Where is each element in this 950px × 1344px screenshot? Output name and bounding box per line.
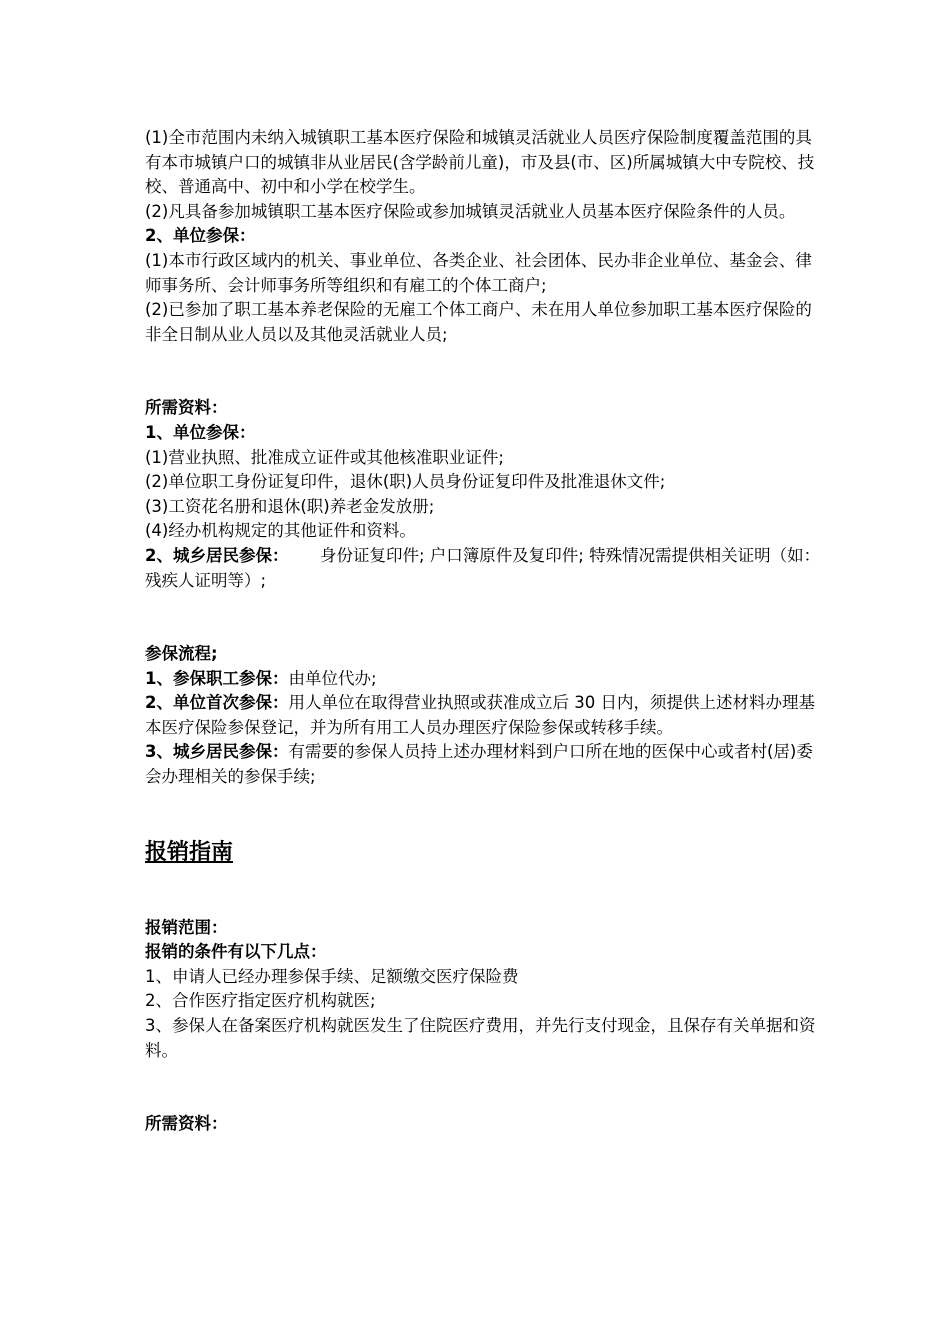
unit-eligibility-2: (2)已参加了职工基本养老保险的无雇工个体工商户、未在用人单位参加职工基本医疗保险的非全日制从业人员以及其他灵活就业人员;: [145, 300, 812, 344]
materials-unit-2: (2)单位职工身份证复印件，退休(职)人员身份证复印件及批准退休文件;: [145, 472, 666, 492]
materials-unit-1: (1)营业执照、批准成立证件或其他核准职业证件;: [145, 447, 504, 467]
reimburse-materials-heading: 所需资料：: [145, 1114, 228, 1134]
materials-unit-3: (3)工资花名册和退休(职)养老金发放册;: [145, 496, 435, 516]
materials-unit-heading: 1、单位参保：: [145, 422, 256, 442]
reimburse-scope-heading: 报销范围：: [145, 917, 228, 937]
materials-heading: 所需资料：: [145, 398, 228, 418]
materials-unit-4: (4)经办机构规定的其他证件和资料。: [145, 521, 416, 541]
reimburse-condition-1: 1、申请人已经办理参保手续、足额缴交医疗保险费: [145, 966, 519, 986]
materials-resident: [145, 544, 825, 593]
process-step-2-text: 用人单位在取得营业执照或获准成立后 30 日内，须提供上述材料办理基本医疗保险参保登记，并为所有用工人员办理医疗保险参保或转移手续。: [145, 693, 815, 737]
process-step-3-text: 有需要的参保人员持上述办理材料到户口所在地的医保中心或者村(居)委会办理相关的参保手续;: [145, 742, 813, 787]
process-step-2-label: 2、单位首次参保：: [145, 693, 289, 713]
reimburse-condition-3: 3、参保人在备案医疗机构就医发生了住院医疗费用，并先行支付现金，且保存有关单据和资料。: [145, 1016, 816, 1060]
document-page: [145, 126, 825, 1137]
reimburse-title: 报销指南: [145, 839, 234, 865]
materials-resident-label: 2、城乡居民参保：: [145, 545, 289, 565]
process-step-3: [145, 740, 825, 789]
reimburse-conditions-heading: 报销的条件有以下几点：: [145, 942, 327, 962]
reimburse-condition-2: 2、合作医疗指定医疗机构就医;: [145, 991, 376, 1011]
materials-resident-text: 身份证复印件; 户口簿原件及复印件; 特殊情况需提供相关证明（如：残疾人证明等）;: [145, 545, 821, 590]
process-heading: 参保流程;: [145, 644, 218, 664]
process-step-1-text: 由单位代办;: [288, 668, 377, 688]
unit-eligibility-heading: 2、单位参保：: [145, 226, 256, 246]
unit-eligibility-1: (1)本市行政区域内的机关、事业单位、各类企业、社会团体、民办非企业单位、基金会、律师事务所、会计师事务所等组织和有雇工的个体工商户;: [145, 250, 812, 295]
process-step-1: [145, 667, 825, 692]
process-step-2: [145, 691, 825, 740]
resident-eligibility-2: (2)凡具备参加城镇职工基本医疗保险或参加城镇灵活就业人员基本医疗保险条件的人员。: [145, 201, 796, 221]
resident-eligibility-1: (1)全市范围内未纳入城镇职工基本医疗保险和城镇灵活就业人员医疗保险制度覆盖范围的具有本市城镇户口的城镇非从业居民(含学龄前儿童)，市及县(市、区)所属城镇大中专院校、技校、普通高中、初中和小学在校学生。: [145, 128, 815, 197]
process-step-1-label: 1、参保职工参保：: [145, 668, 289, 688]
process-step-3-label: 3、城乡居民参保：: [145, 742, 289, 762]
